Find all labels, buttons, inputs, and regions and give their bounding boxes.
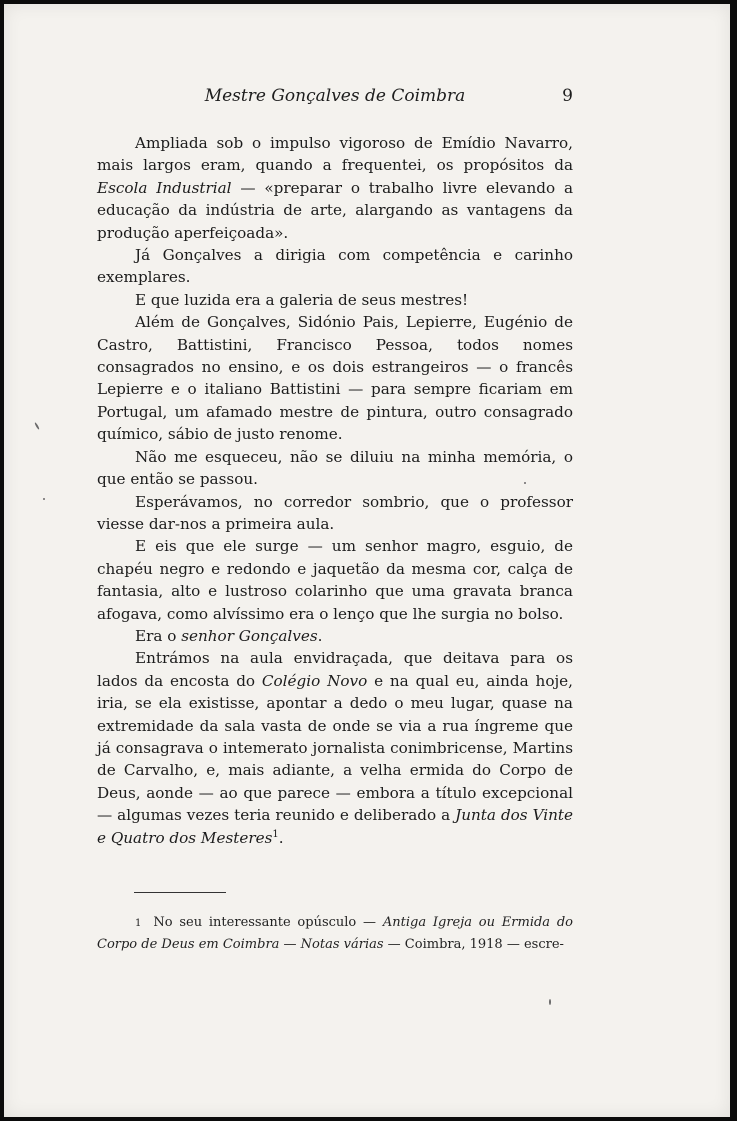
paragraph: Ampliada sob o impulso vigoroso de Emídio Navarro, mais largos eram, quando a frequentei, os propósitos da Escola Industrial — «preparar o trabalho livre elevando a educação da indústria de arte, alargando as vantagens da produção aperfeiçoada».	[97, 134, 573, 242]
paper-speck	[524, 482, 526, 484]
emphasis: Escola Industrial	[97, 178, 232, 197]
emphasis: Colégio Novo	[261, 671, 368, 690]
emphasis: senhor Gonçalves	[181, 626, 318, 645]
body-text	[97, 132, 573, 849]
emphasis: Antiga Igreja ou Ermida do Corpo de Deus em Coimbra	[97, 915, 574, 952]
page-header	[97, 86, 573, 112]
paragraph: Era o senhor Gonçalves.	[135, 626, 323, 645]
paragraph: E eis que ele surge — um senhor magro, esguio, de chapéu negro e redondo e jaquetão da mesma cor, calça de fantasia, alto e lustroso colarinho que uma gravata branca afogava, como alvíssimo era o lenço que lhe surgia no bolso.	[97, 537, 573, 623]
paper-speck	[34, 422, 40, 430]
paragraph: Já Gonçalves a dirigia com competência e carinho exemplares.	[97, 246, 573, 287]
book-page	[4, 4, 730, 1117]
running-title: Mestre Gonçalves de Coimbra	[204, 86, 466, 106]
page-number: 9	[562, 86, 573, 106]
emphasis: Notas várias	[300, 937, 384, 952]
paper-speck	[43, 498, 45, 500]
footnote: 1 No seu interessante opúsculo — Antiga Igreja ou Ermida do Corpo de Deus em Coimbra — Notas várias — Coimbra, 1918 — escre-	[97, 915, 574, 952]
footnote-reference: 1	[272, 828, 279, 840]
paragraph: Não me esqueceu, não se diluiu na minha memória, o que então se passou.	[97, 447, 573, 489]
paragraph: Além de Gonçalves, Sidónio Pais, Lepierre, Eugénio de Castro, Battistini, Francisco Pessoa, todos nomes consagrados no ensino, e os dois estrangeiros — o francês Lepierre e o italiano Battistini — para sempre ficariam em Portugal, um afamado mestre de pintura, outro consagrado químico, sábio de justo renome.	[97, 313, 573, 444]
footnote-mark: 1	[135, 918, 142, 929]
paper-speck	[549, 999, 551, 1005]
footnote-divider	[134, 892, 226, 893]
paragraph: Entrámos na aula envidraçada, que deitava para os lados da encosta do Colégio Novo e na qual eu, ainda hoje, iria, se ela existisse, apontar a dedo o meu lugar, quase na extremidade da sala vasta de onde se via a rua íngreme que já consagrava o intemerato jornalista conimbricense, Martins de Carvalho, e, mais adiante, a velha ermida do Corpo de Deus, aonde — ao que parece — embora a título excepcional — algumas vezes teria reunido e deliberado a Junta dos Vinte e Quatro dos Mesteres$^1$.	[97, 649, 574, 847]
paragraph: Esperávamos, no corredor sombrio, que o professor viesse dar-nos a primeira aula.	[97, 492, 573, 533]
paragraph: E que luzida era a galeria de seus mestres!	[135, 290, 469, 309]
emphasis: Junta dos Vinte e Quatro dos Mesteres	[97, 806, 574, 847]
